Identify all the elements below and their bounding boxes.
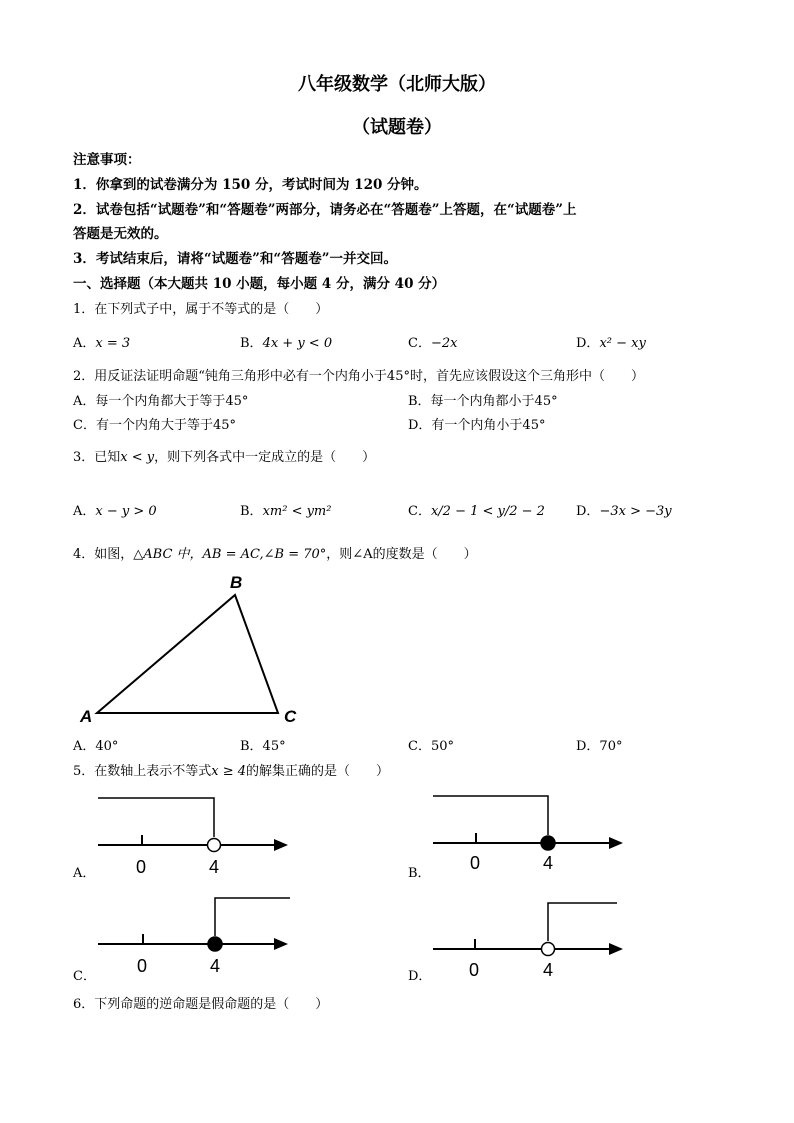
q2-option-d: D．有一个内角小于45° (408, 418, 546, 433)
tick-label-4: 4 (210, 956, 221, 976)
q1-option-a (73, 332, 130, 351)
q1-option-b-expr: 4x + y < 0 (262, 336, 333, 351)
q4-stem-post: ，则∠A的度数是（ ） (326, 547, 477, 562)
q3-option-a-label: A． (73, 504, 96, 519)
filled-circle-icon (208, 937, 222, 951)
notice-item-2-cont: 答题是无效的。 (73, 226, 168, 242)
q1-option-d-expr: x² − xy (599, 336, 646, 351)
tick-label-0: 0 (136, 857, 147, 877)
vertex-label-a: A (80, 707, 93, 726)
notice-heading: 注意事项： (73, 152, 141, 168)
q1-option-b-label: B． (240, 336, 263, 351)
q1-option-a-label: A． (73, 336, 96, 351)
q5-option-c-numberline (90, 890, 300, 980)
triangle-abc (97, 595, 278, 713)
q1-option-d-label: D． (576, 336, 600, 351)
arrow-icon (609, 837, 623, 849)
q3-option-b-label: B． (240, 504, 263, 519)
q4-option-b: B．45° (240, 739, 286, 754)
q4-triangle-figure (70, 568, 310, 728)
q3-stem (73, 446, 375, 465)
q1-option-c (408, 332, 457, 351)
arrow-icon (609, 943, 623, 955)
tick-label-4: 4 (543, 853, 554, 873)
q1-option-b (240, 332, 332, 351)
q5-option-d-numberline (425, 895, 635, 985)
vertex-label-c: C (284, 707, 297, 726)
q3-stem-pre: 3．已知 (73, 450, 121, 465)
q6-stem: 6．下列命题的逆命题是假命题的是（ ） (73, 997, 329, 1012)
open-circle-icon (542, 943, 555, 956)
q3-option-c-label: C． (408, 504, 431, 519)
q3-option-c (408, 500, 545, 519)
q1-option-d (576, 332, 646, 351)
section-heading: 一、选择题（本大题共 10 小题，每小题 4 分，满分 40 分） (73, 276, 446, 292)
q5-option-c-label: C． (73, 969, 96, 984)
notice-item-2: 2．试卷包括“试题卷”和“答题卷”两部分，请务必在“答题卷”上答题，在“试题卷”上 (73, 202, 577, 218)
q2-option-a: A．每一个内角都大于等于45° (73, 394, 249, 409)
notice-item-1: 1．你拿到的试卷满分为 150 分，考试时间为 120 分钟。 (73, 177, 428, 193)
q5-option-b-numberline (425, 788, 635, 878)
page-title: 八年级数学（北师大版） (298, 74, 496, 95)
q3-option-d-label: D． (576, 504, 600, 519)
q3-option-a (73, 500, 157, 519)
q2-stem: 2．用反证法证明命题“钝角三角形中必有一个内角小于45°时，首先应该假设这个三角形中（ ） (73, 369, 644, 384)
notice-item-3: 3．考试结束后，请将“试题卷”和“答题卷”一并交回。 (73, 251, 397, 267)
tick-label-0: 0 (469, 960, 480, 980)
q2-option-b: B．每一个内角都小于45° (408, 394, 558, 409)
arrow-icon (274, 938, 288, 950)
q5-option-a-numberline (90, 790, 300, 880)
q4-option-a: A．40° (73, 739, 119, 754)
open-circle-icon (208, 839, 221, 852)
q3-option-b (240, 500, 331, 519)
q3-option-a-expr: x − y > 0 (95, 504, 157, 519)
q1-option-c-label: C． (408, 336, 431, 351)
tick-label-4: 4 (543, 960, 554, 980)
vertex-label-b: B (230, 573, 243, 592)
q1-option-a-expr: x = 3 (95, 336, 131, 351)
q4-stem (73, 543, 477, 562)
q5-option-a-label: A． (73, 866, 96, 881)
tick-label-0: 0 (137, 956, 148, 976)
q5-option-d-label: D． (408, 969, 432, 984)
q5-stem-math: x ≥ 4 (211, 764, 247, 779)
q5-stem-pre: 5．在数轴上表示不等式 (73, 764, 212, 779)
filled-circle-icon (541, 836, 555, 850)
tick-label-0: 0 (470, 853, 481, 873)
q3-stem-post: ，则下列各式中一定成立的是（ ） (154, 450, 376, 465)
q4-option-d: D．70° (576, 739, 623, 754)
q4-stem-math: △ABC 中，AB = AC,∠B = 70° (133, 547, 327, 562)
q4-stem-pre: 4．如图， (73, 547, 134, 562)
q3-option-d (576, 500, 672, 519)
q5-stem (73, 760, 389, 779)
q4-option-c: C．50° (408, 739, 454, 754)
q3-option-d-expr: −3x > −3y (599, 504, 672, 519)
q1-stem: 1．在下列式子中，属于不等式的是（ ） (73, 302, 329, 317)
q5-option-b-label: B． (408, 866, 431, 881)
arrow-icon (274, 839, 288, 851)
q3-option-b-expr: xm² < ym² (262, 504, 332, 519)
q5-stem-post: 的解集正确的是（ ） (246, 764, 390, 779)
q3-stem-math: x < y (120, 450, 155, 465)
page-subtitle: （试题卷） (352, 117, 442, 138)
q2-option-c: C．有一个内角大于等于45° (73, 418, 236, 433)
q1-option-c-expr: −2x (430, 336, 458, 351)
q3-option-c-expr: x/2 − 1 < y/2 − 2 (430, 504, 545, 519)
tick-label-4: 4 (209, 857, 220, 877)
